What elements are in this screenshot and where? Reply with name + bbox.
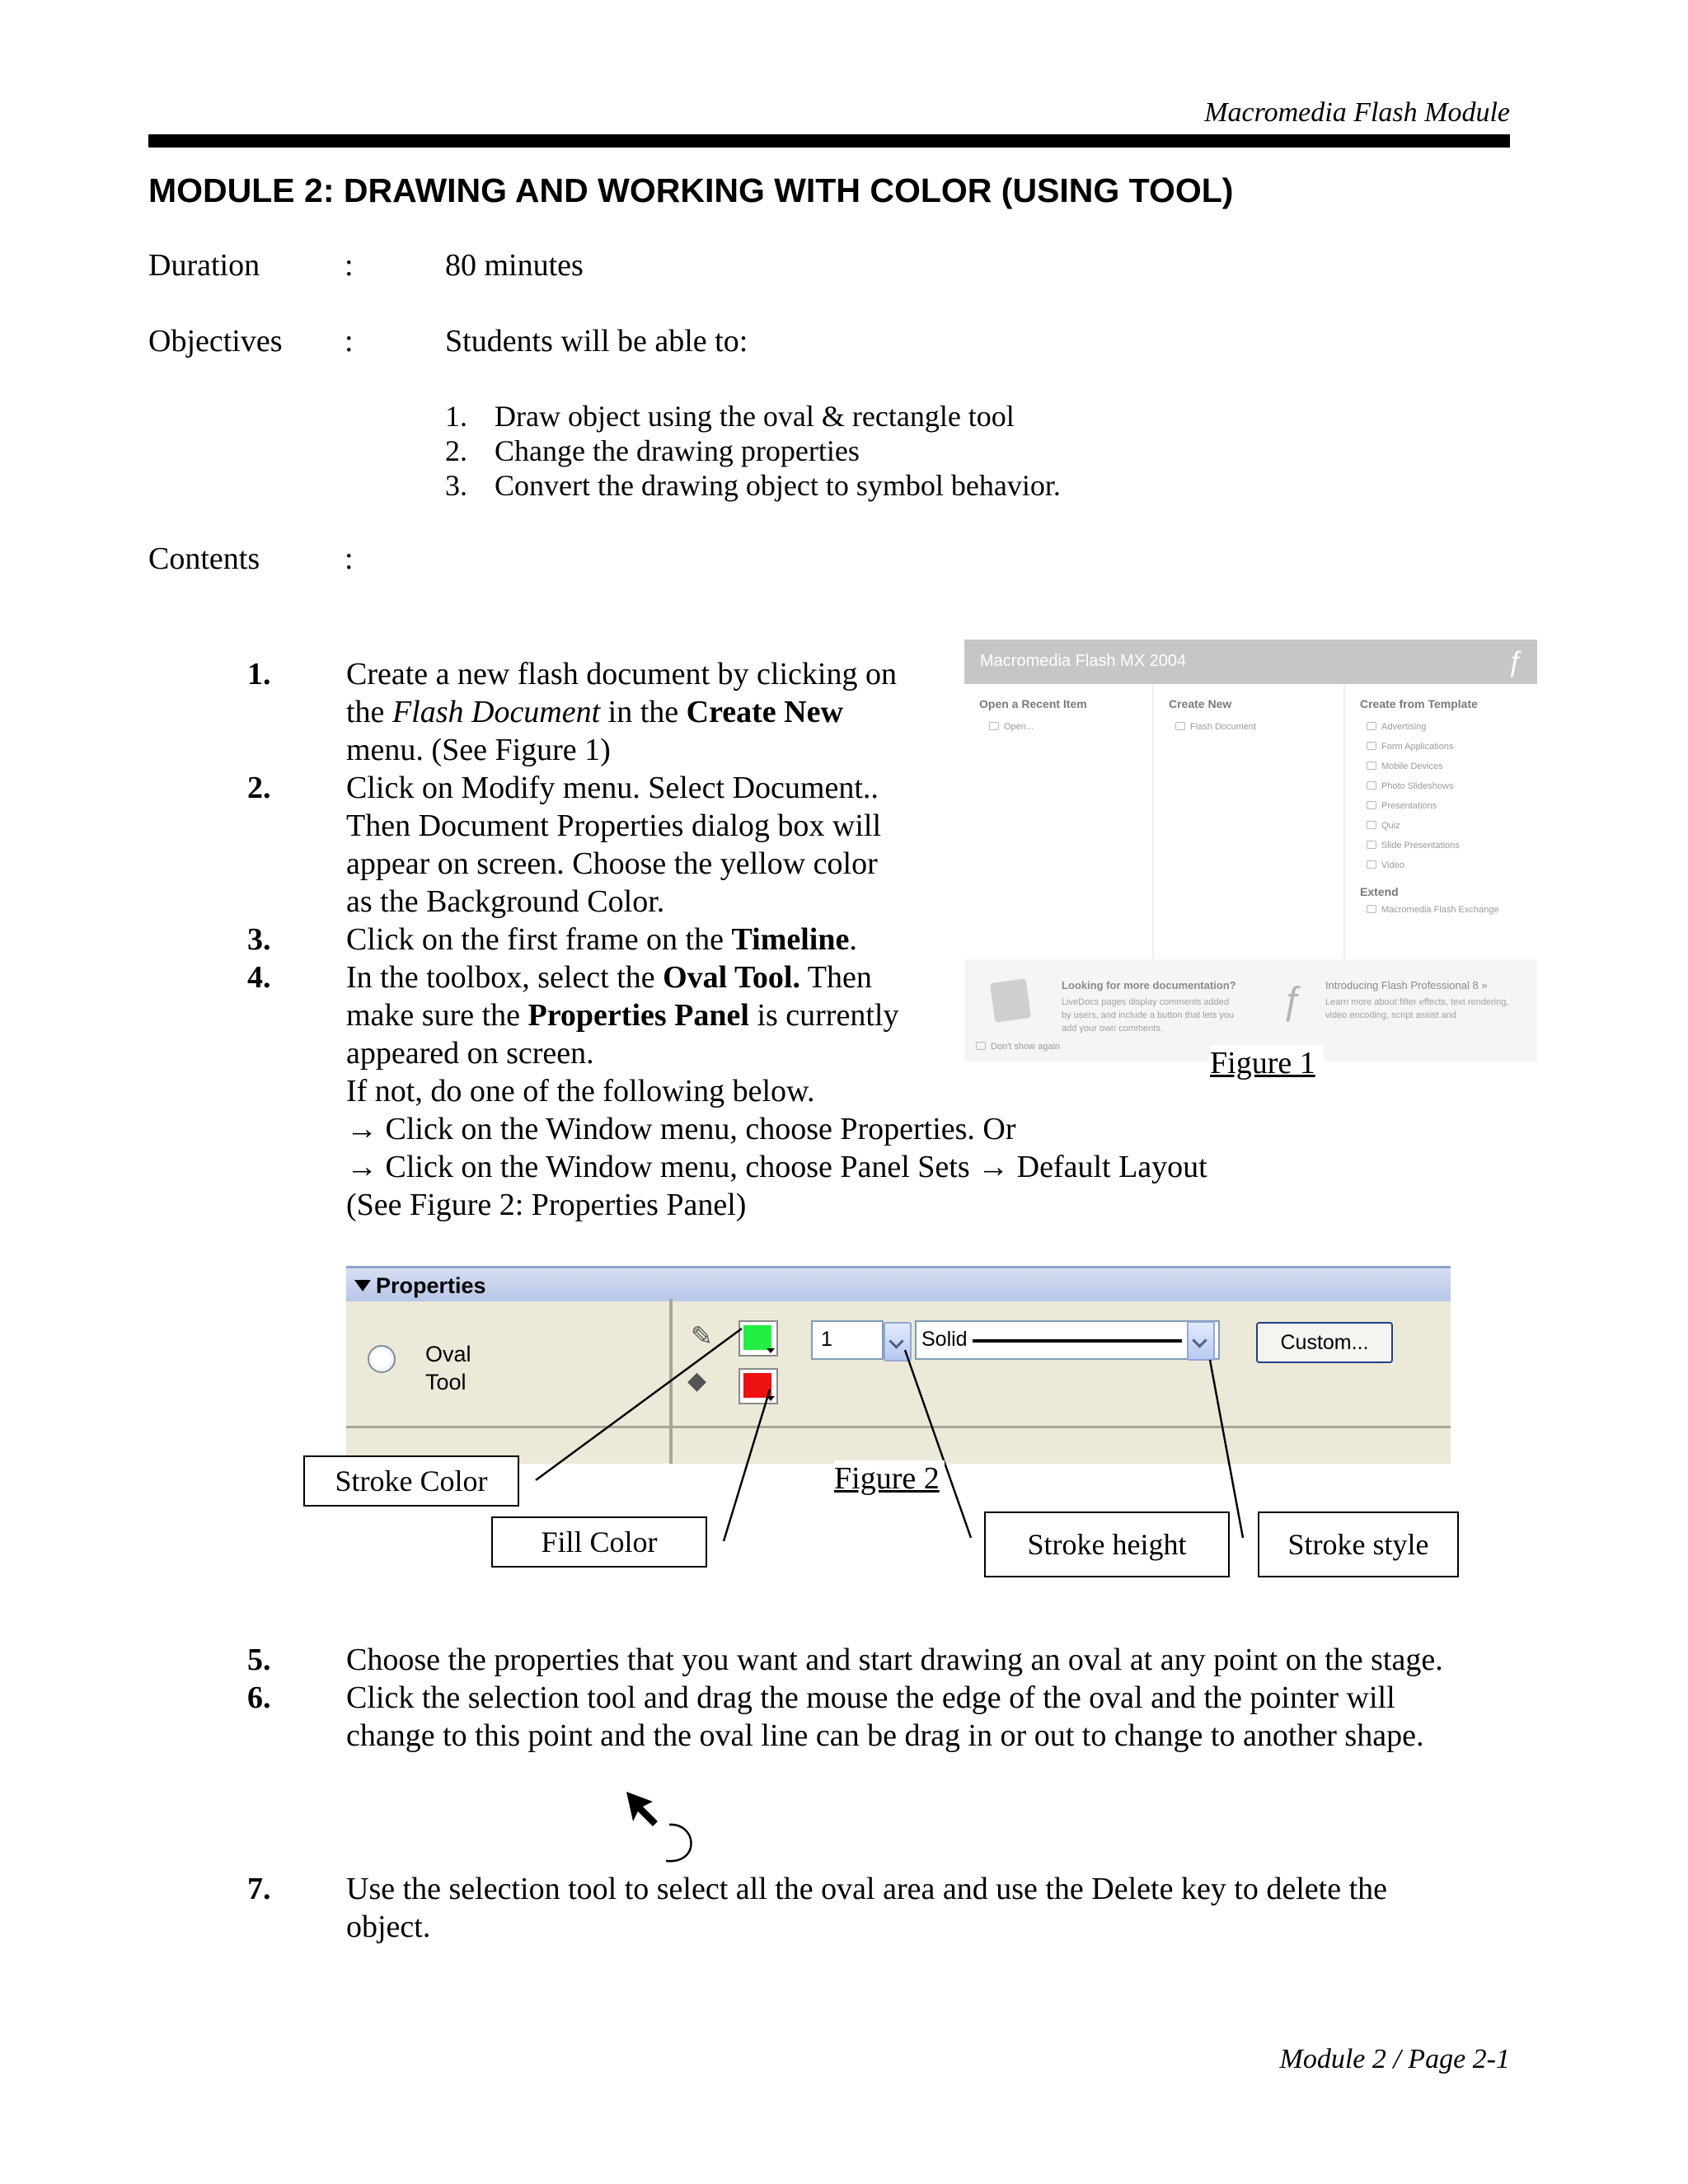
step-4-line: (See Figure 2: Properties Panel) (346, 1188, 747, 1222)
objectives-intro: Students will be able to: (445, 324, 748, 359)
duration-colon: : (345, 248, 354, 283)
page-footer: Module 2 / Page 2-1 (1279, 2044, 1510, 2074)
step-number: 6. (247, 1680, 271, 1715)
stroke-color-label: Stroke Color (303, 1455, 519, 1507)
objective-number: 1. (445, 400, 467, 433)
stroke-style-value: Solid (921, 1328, 968, 1351)
objective-number: 3. (445, 469, 467, 502)
tool-name-line: Oval (425, 1342, 471, 1366)
stroke-height-value: 1 (821, 1328, 832, 1351)
text-run: Click on the first frame on the (346, 922, 732, 957)
fill-color-label: Fill Color (491, 1516, 707, 1568)
flash-logo-icon: ƒ (1507, 646, 1522, 677)
fill-color-callout (724, 1390, 770, 1541)
figure-2-caption: Figure 2 (834, 1460, 945, 1497)
objectives-colon: : (345, 324, 354, 359)
stroke-color-callout (536, 1329, 742, 1480)
step-4-line: If not, do one of the following below. (346, 1074, 815, 1108)
step-number: 3. (247, 922, 271, 957)
paint-bucket-icon: ◆ (687, 1367, 707, 1394)
template-item[interactable]: Presentations (1367, 801, 1437, 811)
dont-show-again-checkbox[interactable]: Don't show again (976, 1042, 1060, 1052)
step-number: 4. (247, 960, 271, 995)
step-6-line: change to this point and the oval line can be drag in or out to change to another shape. (346, 1718, 1424, 1753)
step-2-line: appear on screen. Choose the yellow color (346, 846, 878, 881)
objective-text: Convert the drawing object to symbol behavior. (495, 469, 1061, 502)
create-new-emphasis: Create New (686, 695, 843, 729)
documentation-title[interactable]: Looking for more documentation? (1062, 979, 1236, 991)
step-1-line: menu. (See Figure 1) (346, 733, 611, 767)
text-run: Then (799, 960, 872, 995)
stroke-height-callout (905, 1350, 971, 1538)
step-6-line: Click the selection tool and drag the mouse the edge of the oval and the pointer will (346, 1680, 1395, 1715)
text-run: the (346, 695, 392, 729)
recent-item-link[interactable]: Open... (989, 722, 1034, 732)
create-new-heading: Create New (1169, 697, 1232, 710)
documentation-description: LiveDocs pages display comments added by users, and include a button that lets you add your own comments. (1062, 997, 1235, 1033)
flash-pro-icon: ƒ (1281, 978, 1302, 1021)
exchange-link[interactable]: Macromedia Flash Exchange (1367, 905, 1498, 915)
template-item[interactable]: Video (1367, 860, 1404, 870)
custom-button[interactable]: Custom... (1256, 1322, 1393, 1363)
step-number: 7. (247, 1872, 271, 1906)
start-page-title: Macromedia Flash MX 2004 (980, 652, 1187, 670)
reshape-curve-shape (666, 1825, 692, 1861)
step-1-line: Create a new flash document by clicking on (346, 657, 897, 691)
objective-number: 2. (445, 434, 467, 467)
step-2-line: Then Document Properties dialog box will (346, 808, 882, 843)
template-item[interactable]: Quiz (1367, 821, 1400, 831)
reshape-pointer-icon (618, 1785, 717, 1868)
module-title: MODULE 2: DRAWING AND WORKING WITH COLOR (USING TOOL) (148, 171, 1234, 209)
stroke-height-label: Stroke height (984, 1511, 1230, 1577)
oval-tool-emphasis: Oval Tool. (663, 960, 800, 995)
template-item[interactable]: Slide Presentations (1367, 841, 1460, 851)
objective-text: Change the drawing properties (495, 434, 860, 467)
template-item[interactable]: Mobile Devices (1367, 762, 1443, 771)
step-number: 5. (247, 1643, 271, 1677)
step-number: 1. (247, 657, 271, 691)
recent-items-heading: Open a Recent Item (979, 697, 1087, 710)
flash-pro-title[interactable]: Introducing Flash Professional 8 » (1325, 979, 1488, 991)
step-4-line: → Click on the Window menu, choose Panel Sets → Default Layout (346, 1150, 1207, 1184)
step-2-line: Click on Modify menu. Select Document.. (346, 771, 879, 805)
properties-panel-emphasis: Properties Panel (528, 998, 749, 1033)
flash-document-link[interactable]: Flash Document (1175, 722, 1256, 732)
duration-value: 80 minutes (445, 248, 584, 283)
duration-label: Duration (148, 248, 260, 283)
text-run: in the (600, 695, 687, 729)
step-number: 2. (247, 771, 271, 805)
step-4-line: appeared on screen. (346, 1036, 594, 1071)
step-7-line: Use the selection tool to select all the oval area and use the Delete key to delete the (346, 1872, 1387, 1906)
template-item[interactable]: Photo Slideshows (1367, 781, 1453, 791)
objectives-label: Objectives (148, 324, 283, 359)
text-run: is currently (748, 998, 899, 1033)
contents-label: Contents (148, 541, 260, 576)
tool-name-line: Tool (425, 1370, 467, 1394)
template-item[interactable]: Form Applications (1367, 742, 1453, 752)
step-4-line: → Click on the Window menu, choose Properties. Or (346, 1112, 1016, 1146)
step-2-line: as the Background Color. (346, 884, 665, 919)
text-run: . (849, 922, 857, 957)
header-title: Macromedia Flash Module (1204, 97, 1510, 128)
template-heading: Create from Template (1360, 697, 1478, 710)
extend-heading: Extend (1360, 885, 1399, 898)
pointer-arrow-shape (626, 1792, 658, 1826)
pencil-icon: ✎ (691, 1321, 713, 1351)
objective-text: Draw object using the oval & rectangle tool (495, 400, 1015, 433)
template-item[interactable]: Advertising (1367, 722, 1426, 732)
stroke-style-label: Stroke style (1258, 1511, 1459, 1577)
text-run: make sure the (346, 998, 528, 1033)
properties-title: Properties (376, 1273, 486, 1298)
flash-pro-description: Learn more about filter effects, text rendering, video encoding, script assist and (1325, 997, 1509, 1020)
step-5-line: Choose the properties that you want and start drawing an oval at any point on the stage. (346, 1643, 1443, 1677)
flash-document-emphasis: Flash Document (392, 695, 601, 729)
figure-1-caption: Figure 1 (1210, 1045, 1324, 1081)
timeline-emphasis: Timeline (731, 922, 850, 957)
text-run: In the toolbox, select the (346, 960, 663, 995)
contents-colon: : (345, 541, 354, 576)
step-7-line: object. (346, 1910, 431, 1944)
